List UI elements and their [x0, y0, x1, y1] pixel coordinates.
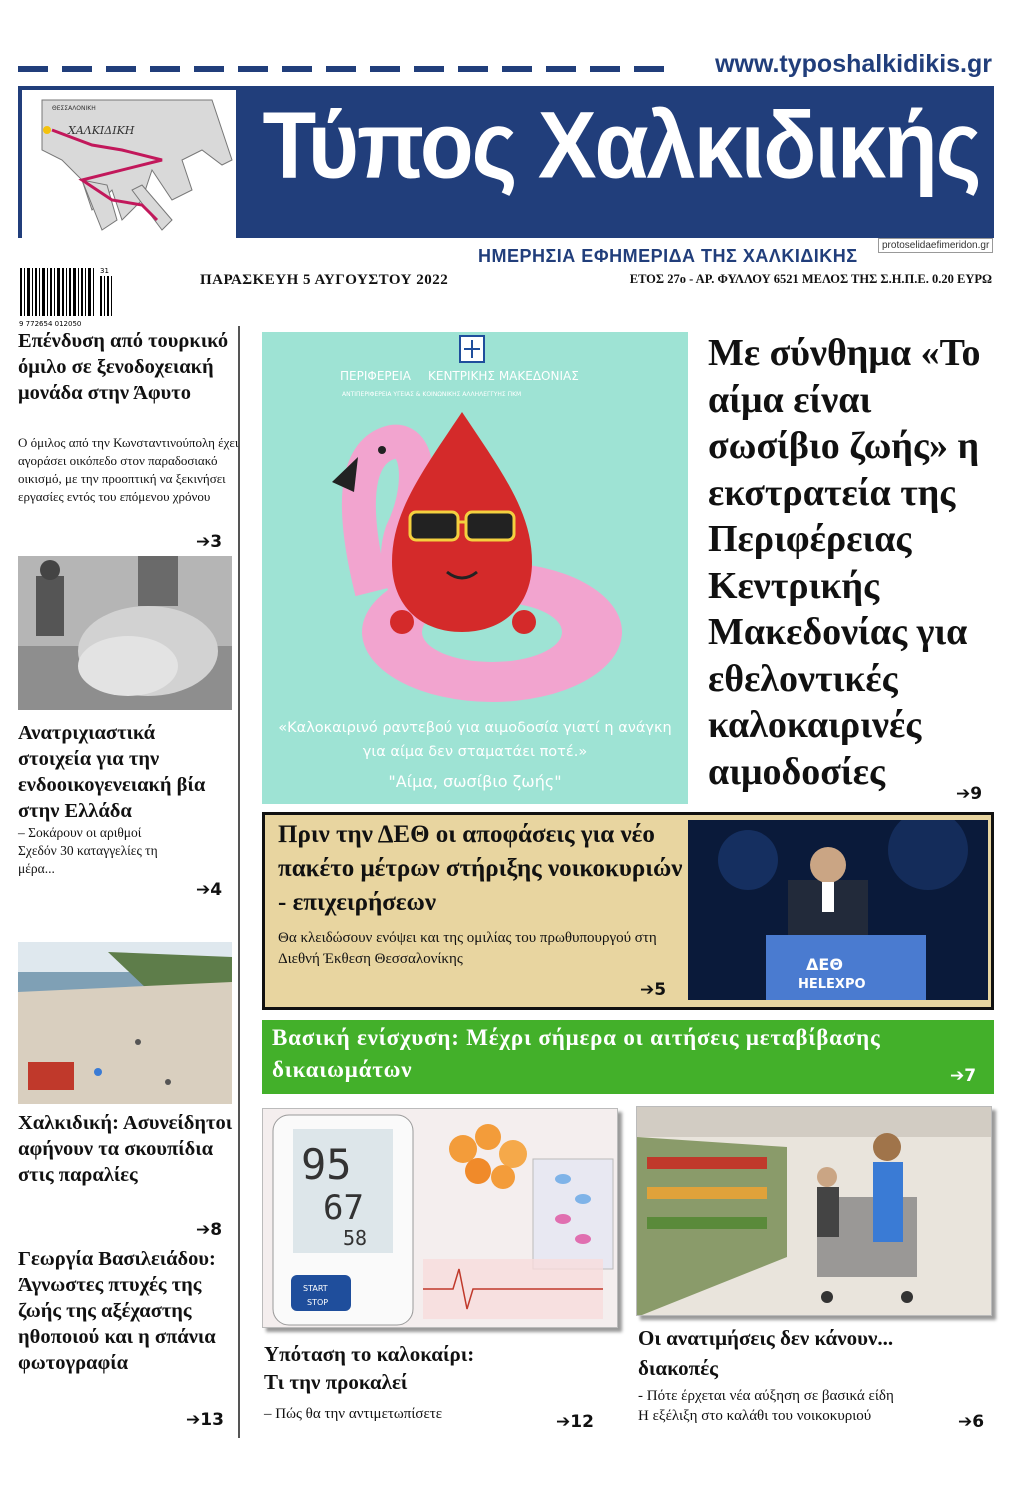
monitor-start: START: [303, 1284, 328, 1293]
story4-page-ref[interactable]: ➔13: [186, 1410, 224, 1430]
price-headline-line1[interactable]: Οι ανατιμήσεις δεν κάνουν...: [638, 1326, 894, 1350]
map-region-label: ΧΑΛΚΙΔΙΚΗ: [68, 124, 135, 137]
website-url[interactable]: www.typoshalkidikis.gr: [715, 50, 992, 78]
bp-body: – Πώς θα την αντιμετωπίσετε: [264, 1406, 443, 1422]
issue-date: ΠΑΡΑΣΚΕΥΗ 5 ΑΥΓΟΥΣΤΟΥ 2022: [200, 272, 449, 288]
main-page-ref[interactable]: ➔9: [956, 784, 983, 804]
ad-quote: «Καλοκαιρινό ραντεβού για αιμοδοσία γιατί η ανάγκη για αίμα δεν σταματάει ποτέ.»: [278, 720, 672, 760]
deth-page-ref[interactable]: ➔5: [640, 980, 667, 1000]
map-city-label: ΘΕΣΣΑΛΟΝΙΚΗ: [52, 105, 96, 112]
monitor-pulse: 58: [343, 1226, 368, 1250]
podium-deth-label: ΔΕΘ: [806, 955, 843, 974]
domestic-violence-photo: [18, 556, 232, 710]
bp-headline-line1[interactable]: Υπόταση το καλοκαίρι:: [264, 1342, 475, 1366]
barcode-number: 9 772654 012050: [19, 320, 82, 328]
deth-headline[interactable]: Πριν την ΔΕΘ οι αποφάσεις για νέο πακέτο μέτρων στήριξης νοικοκυριών - επιχειρήσεων: [278, 821, 683, 916]
pm-podium-photo: [688, 820, 988, 1000]
story1-body: Ο όμιλος από την Κωνσταντινούπολη έχει αγοράσει οικόπεδο στον παραδοσιακό οικισμό, με την προοπτική να ξεκινήσει εργασίες εντός του επόμενου χρόνου: [18, 435, 239, 504]
green-page-ref[interactable]: ➔7: [950, 1066, 977, 1086]
price-headline-line2[interactable]: διακοπές: [638, 1356, 719, 1380]
story2-page-ref[interactable]: ➔4: [196, 880, 223, 900]
story2-body: – Σοκάρουν οι αριθμοί Σχεδόν 30 καταγγελίες τη μέρα...: [18, 825, 158, 876]
blood-donation-ad: [262, 332, 688, 804]
story3-page-ref[interactable]: ➔8: [196, 1220, 223, 1240]
bp-page-ref[interactable]: ➔12: [556, 1412, 594, 1432]
main-headline[interactable]: Με σύνθημα «Το αίμα είναι σωσίβιο ζωής» η εκστρατεία της Περιφέρειας Κεντρικής Μακεδονίας για εθελοντικές καλοκαιρινές αιμοδοσίες: [708, 332, 981, 793]
story3-headline[interactable]: Χαλκιδική: Ασυνείδητοι αφήνουν τα σκουπίδια στις παραλίες: [18, 1112, 233, 1186]
beach-trash-photo: [18, 942, 232, 1104]
monitor-dia: 67: [323, 1188, 364, 1228]
monitor-stop: STOP: [307, 1298, 329, 1307]
ad-org-part2: ΚΕΝΤΡΙΚΗΣ ΜΑΚΕΔΟΝΙΑΣ: [428, 369, 579, 383]
story4-headline[interactable]: Γεωργία Βασιλειάδου: Άγνωστες πτυχές της ζωής της αξέχαστης ηθοποιού και η σπάνια φωτογραφία: [18, 1248, 216, 1374]
supermarket-photo: [636, 1106, 992, 1316]
story1-page-ref[interactable]: ➔3: [196, 532, 223, 552]
newspaper-title: Τύπος Χαλκιδικής: [262, 91, 980, 198]
newspaper-subtitle: ΗΜΕΡΗΣΙΑ ΕΦΗΜΕΡΙΔΑ ΤΗΣ ΧΑΛΚΙΔΙΚΗΣ: [478, 246, 858, 266]
green-headline[interactable]: Βασική ενίσχυση: Μέχρι σήμερα οι αιτήσεις μεταβίβασης δικαιωμάτων: [272, 1025, 881, 1082]
ad-org-part1: ΠΕΡΙΦΕΡΕΙΑ: [340, 369, 411, 383]
story1-headline[interactable]: Επένδυση από τουρκικό όμιλο σε ξενοδοχειακή μονάδα στην Άφυτο: [18, 330, 229, 404]
barcode-addon: 31: [100, 267, 109, 275]
ad-org-sub: ΑΝΤΙΠΕΡΙΦΕΡΕΙΑ ΥΓΕΙΑΣ & ΚΟΙΝΩΝΙΚΗΣ ΑΛΛΗΛΕΓΓΥΗΣ ΠΚΜ: [342, 391, 522, 398]
story2-headline[interactable]: Ανατριχιαστικά στοιχεία για την ενδοοικογενειακή βία στην Ελλάδα: [18, 722, 206, 822]
deth-body: Θα κλειδώσουν ενόψει και της ομιλίας του πρωθυπουργού στη Διεθνή Έκθεση Θεσσαλονίκης: [278, 930, 657, 967]
blood-pressure-photo: [262, 1108, 618, 1328]
price-body-line1: - Πότε έρχεται νέα αύξηση σε βασικά είδη: [638, 1388, 894, 1404]
halkidiki-map: [22, 90, 236, 240]
price-body-line2: Η εξέλιξη στο καλάθι του νοικοκυριού: [638, 1408, 872, 1424]
watermark: protoselidaefimeridon.gr: [878, 238, 993, 253]
price-page-ref[interactable]: ➔6: [958, 1412, 985, 1432]
barcode: [18, 264, 118, 328]
monitor-sys: 95: [301, 1140, 352, 1189]
issue-info: ΕΤΟΣ 27ο - ΑΡ. ΦΥΛΛΟΥ 6521 ΜΕΛΟΣ ΤΗΣ Σ.Η.Π.Ε. 0.20 ΕΥΡΩ: [629, 272, 992, 286]
masthead-dashed-rule: [18, 66, 678, 72]
ad-slogan: "Αίμα, σωσίβιο ζωής": [388, 772, 562, 791]
bp-headline-line2[interactable]: Τι την προκαλεί: [264, 1370, 408, 1394]
podium-helexpo-label: HELEXPO: [798, 977, 866, 992]
